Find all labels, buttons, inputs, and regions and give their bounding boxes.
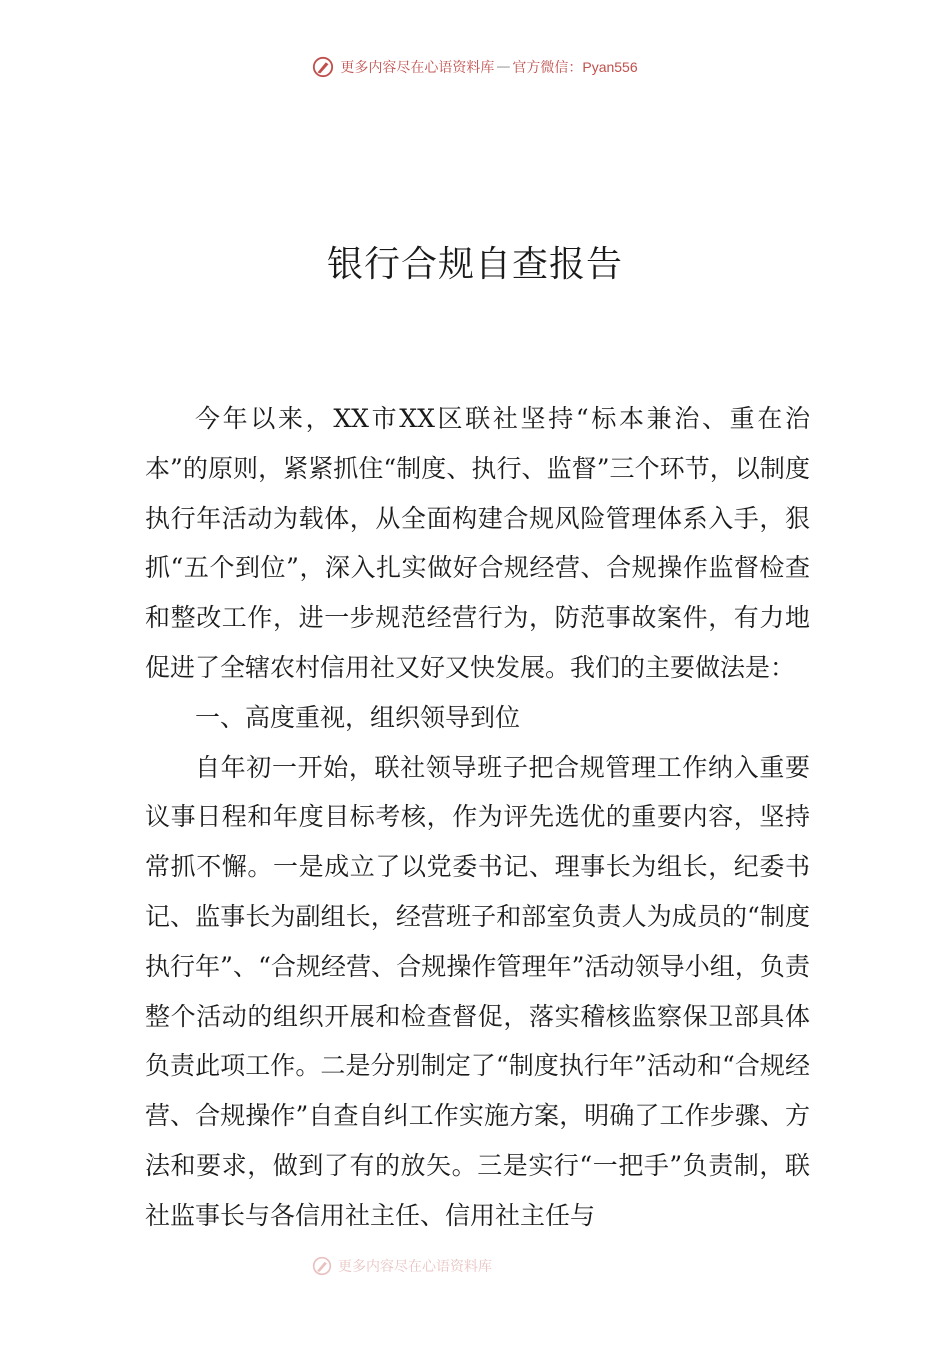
footer-watermark — [312, 1256, 492, 1276]
watermark-logo-icon — [312, 1256, 332, 1276]
header-suffix: 官方微信： — [512, 60, 583, 76]
document-title: 银行合规自查报告 — [326, 244, 623, 285]
pen-logo-icon — [312, 56, 334, 78]
intro-paragraph: 今年以来，XX市XX区联社坚持“标本兼治、重在治本”的原则，紧紧抓住“制度、执行、监督”三个环节，以制度执行年活动为载体，从全面构建合规风险管理体系入手，狠抓“五个到位”，深入扎实做好合规经营、合规操作监督检查和整改工作，进一步规范经营行为，防范事故案件，有力地促进了全辖农村信用社又好又快发展。我们的主要做法是： — [145, 404, 810, 682]
header-separator: — — [496, 59, 511, 75]
section-paragraph: 自年初一开始，联社领导班子把合规管理工作纳入重要议事日程和年度目标考核，作为评先选优的重要内容，坚持常抓不懈。一是成立了以党委书记、理事长为组长，纪委书记、监事长为副组长，经营班子和部室负责人为成员的“制度执行年”、“合规经营、合规操作管理年”活动领导小组，负责整个活动的组织开展和检查督促，落实稽核监察保卫部具体负责此项工作。二是分别制定了“制度执行年”活动和“合规经营、合规操作”自查自纠工作实施方案，明确了工作步骤、方法和要求，做到了有的放矢。三是实行“一把手”负责制，联社监事长与各信用社主任、信用社主任与 — [145, 752, 810, 1230]
document-body — [145, 394, 810, 1241]
page-header — [0, 56, 950, 78]
header-text: 更多内容尽在心语资料库 — [340, 60, 495, 76]
section-heading: 一、高度重视，组织领导到位 — [195, 702, 521, 732]
wechat-id: Pyan556 — [582, 59, 638, 75]
watermark-text: 更多内容尽在心语资料库 — [338, 1259, 492, 1275]
